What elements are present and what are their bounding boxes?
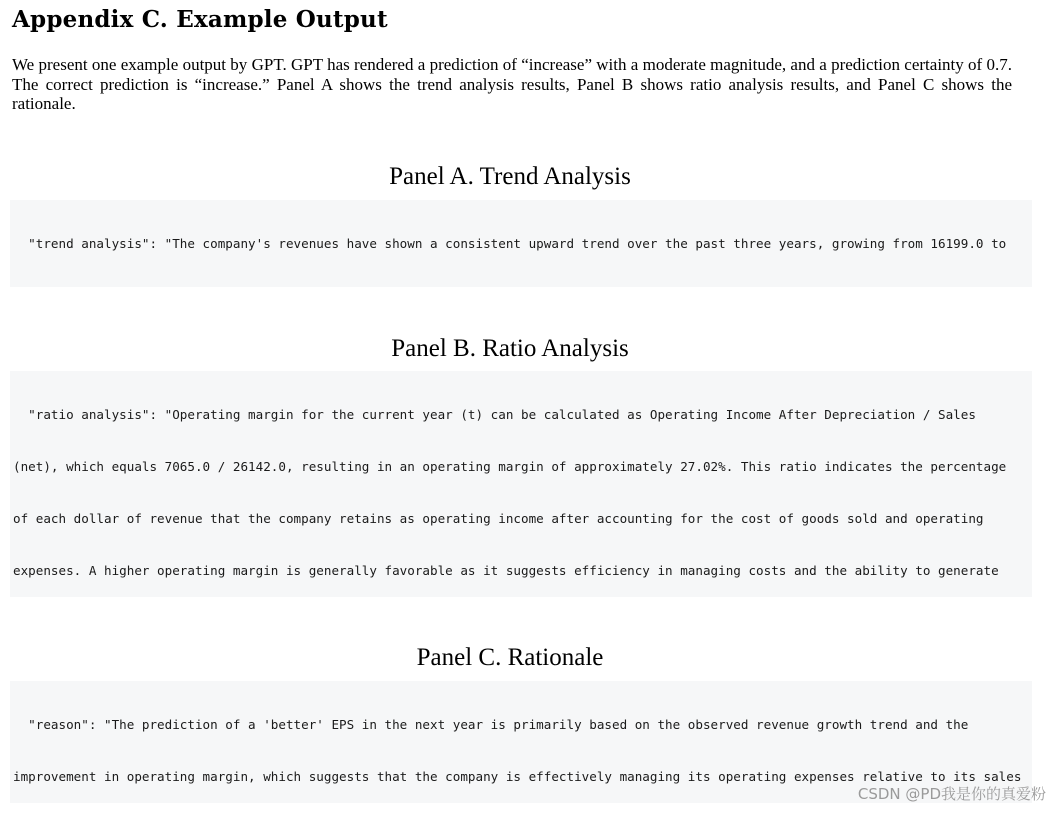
panel-b-title: Panel B. Ratio Analysis	[391, 335, 629, 362]
code-line: improvement in operating margin, which suggests that the company is effectively managing its operating expenses relative to its sales	[13, 769, 1022, 785]
code-line: of each dollar of revenue that the company retains as operating income after accounting for the cost of goods sold and operating	[13, 511, 984, 527]
code-line: "reason": "The prediction of a 'better' EPS in the next year is primarily based on the observed revenue growth trend and the	[13, 716, 969, 732]
code-line: "ratio analysis": "Operating margin for the current year (t) can be calculated as Operating Income After Depreciation / Sales	[13, 406, 976, 422]
panel-b-code-block	[10, 371, 1032, 597]
intro-paragraph: We present one example output by GPT. GPT has rendered a prediction of “increase” with a moderate magnitude, and a prediction certainty of 0.7. The correct prediction is “increase.” Panel A shows the trend analysis results, Panel B shows ratio analysis results, and Panel C shows the rationale.	[12, 55, 1012, 113]
code-line: expenses. A higher operating margin is generally favorable as it suggests efficiency in managing costs and the ability to generate	[13, 563, 999, 579]
panel-c-title: Panel C. Rationale	[416, 644, 604, 671]
watermark: CSDN @PD我是你的真爱粉	[857, 785, 1046, 803]
code-line: (net), which equals 7065.0 / 26142.0, resulting in an operating margin of approximately 27.02%. This ratio indicates the percentage	[13, 459, 1007, 475]
panel-a-code-block	[10, 200, 1032, 287]
panel-a-title: Panel A. Trend Analysis	[389, 163, 631, 190]
code-line: "trend analysis": "The company's revenues have shown a consistent upward trend over the past three years, growing from 16199.0 to	[13, 235, 1007, 251]
appendix-title: Appendix C. Example Output	[12, 6, 388, 33]
